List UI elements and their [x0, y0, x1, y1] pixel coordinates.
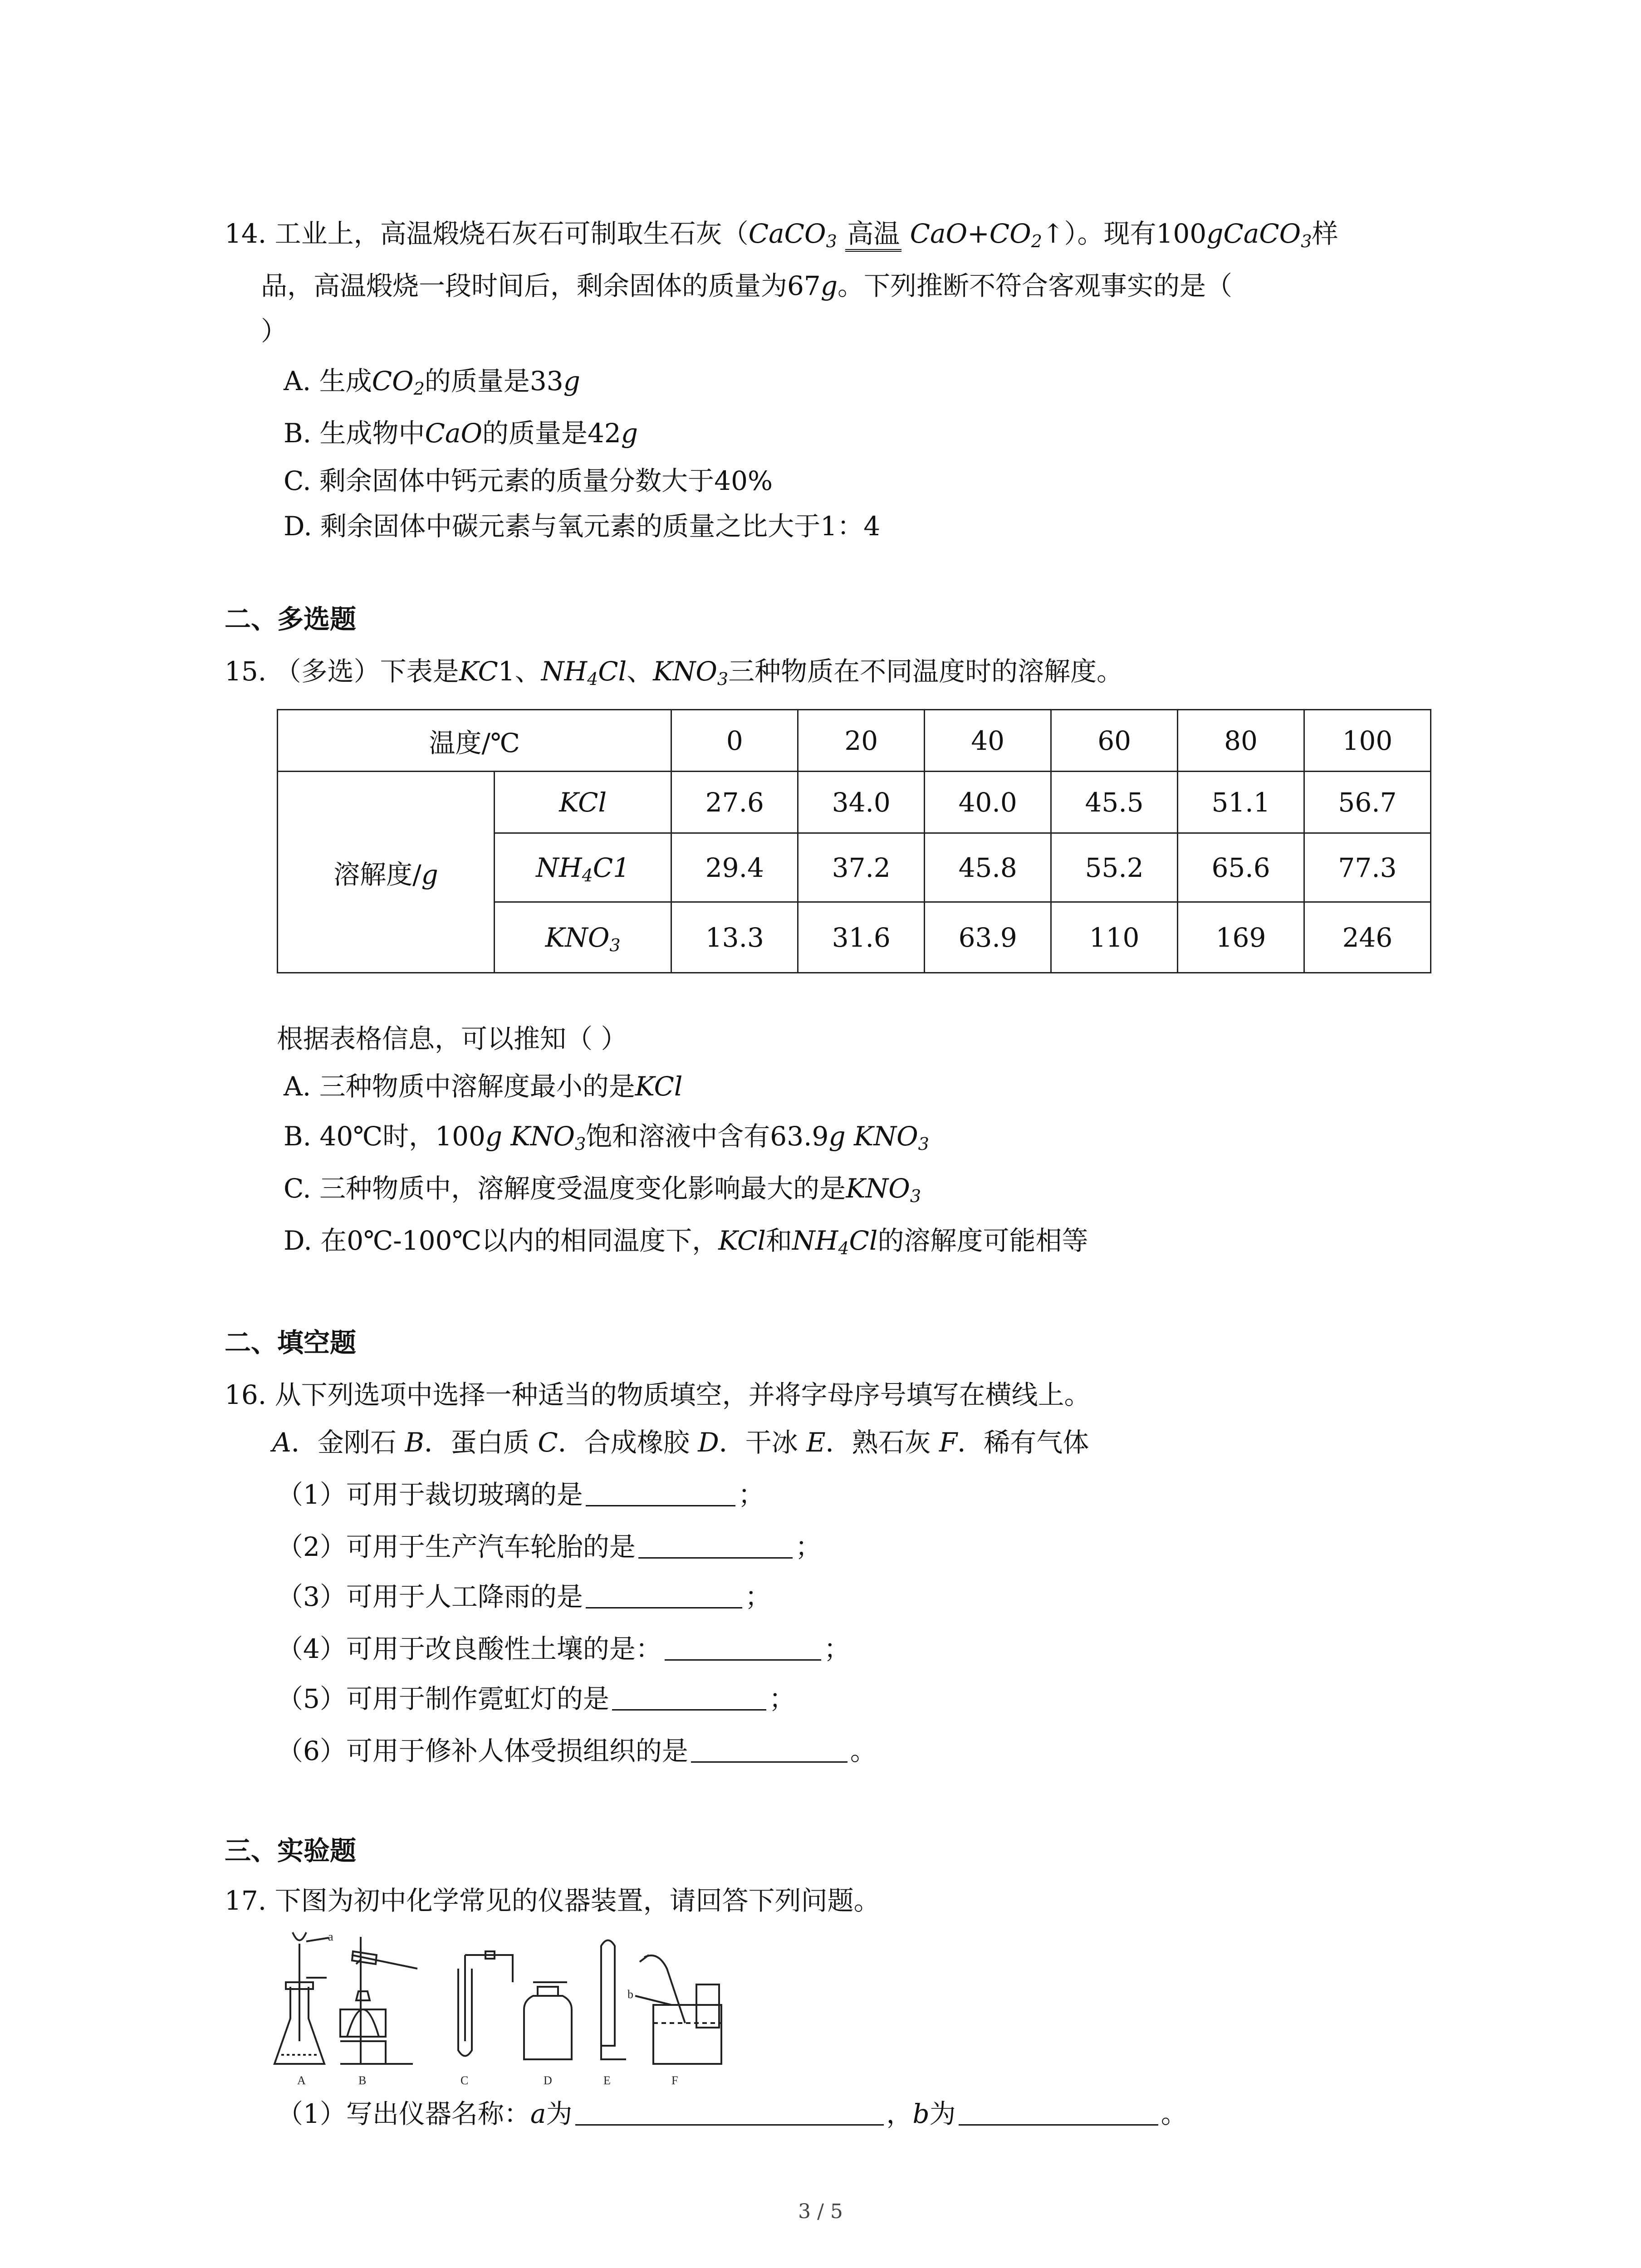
- q16-item-4: （4）可用于改良酸性土壤的是： ；: [277, 1633, 850, 1664]
- apparatus-label: B: [358, 2074, 367, 2087]
- q15-option-c: C. 三种物质中，溶解度受温度变化影响最大的是$KNO_3$: [284, 1173, 921, 1206]
- table-cell: 63.9: [925, 902, 1051, 973]
- apparatus-a-flask: [274, 1932, 329, 2064]
- q16-item-1: （1）可用于裁切玻璃的是 ；: [277, 1479, 764, 1510]
- table-header-cell: 0: [671, 710, 798, 772]
- table-cell: 65.6: [1178, 833, 1304, 902]
- q14-stem-line2: 品，高温煅烧一段时间后，剩余固体的质量为67g。下列推断不符合客观事实的是（: [261, 270, 1232, 301]
- q16-options: A．金刚石 B．蛋白质 C．合成橡胶 D．干冰 E．熟石灰 F．稀有气体: [272, 1427, 1089, 1458]
- solubility-table: [277, 709, 1431, 973]
- q16-item-6: （6）可用于修补人体受损组织的是 。: [277, 1735, 877, 1766]
- q17-sub-1: （1）写出仪器名称：a为 ，b为 。: [277, 2098, 1187, 2129]
- table-cell: 169: [1178, 902, 1304, 973]
- table-cell: 55.2: [1051, 833, 1178, 902]
- q16-item-3: （3）可用于人工降雨的是 ；: [277, 1581, 771, 1612]
- answer-blank[interactable]: [586, 1581, 742, 1608]
- section-heading-exp: 三、实验题: [225, 1835, 357, 1866]
- table-header-cell: 20: [798, 710, 925, 772]
- table-cell: 27.6: [671, 772, 798, 833]
- answer-blank-b[interactable]: [959, 2098, 1158, 2126]
- q14-option-b: B. 生成物中CaO的质量是42g: [284, 418, 638, 449]
- q15-option-a: A. 三种物质中溶解度最小的是KCl: [284, 1071, 683, 1102]
- apparatus-f-trough: [635, 1955, 721, 2064]
- table-row-label: 溶解度/g: [278, 772, 495, 973]
- reaction-condition: 高温: [845, 218, 901, 252]
- apparatus-d-gas-bottle: [524, 1982, 572, 2059]
- table-cell: 51.1: [1178, 772, 1304, 833]
- answer-blank-a[interactable]: [575, 2098, 884, 2126]
- lab-apparatus-figure: [272, 1928, 726, 2091]
- substance-kcl: KCl: [494, 772, 671, 833]
- table-cell: 31.6: [798, 902, 925, 973]
- q16-stem: 16. 从下列选项中选择一种适当的物质填空，并将字母序号填写在横线上。: [225, 1379, 1091, 1410]
- table-cell: 56.7: [1304, 772, 1430, 833]
- substance-kno3: $KNO_3$: [494, 902, 671, 973]
- table-cell: 37.2: [798, 833, 925, 902]
- table-cell: 29.4: [671, 833, 798, 902]
- q16-item-2: （2）可用于生产汽车轮胎的是 ；: [277, 1531, 822, 1562]
- table-header-temp: 温度/℃: [278, 710, 671, 772]
- apparatus-label: C: [460, 2074, 469, 2087]
- answer-blank[interactable]: [638, 1531, 793, 1559]
- section-heading-fill: 二、填空题: [225, 1327, 357, 1358]
- q16-item-5: （5）可用于制作霓虹灯的是 ；: [277, 1683, 795, 1714]
- q14-option-c: C. 剩余固体中钙元素的质量分数大于40%: [284, 465, 773, 496]
- answer-blank[interactable]: [665, 1633, 821, 1661]
- apparatus-label: F: [671, 2074, 678, 2087]
- table-cell: 45.8: [925, 833, 1051, 902]
- section-heading-multi: 二、多选题: [225, 604, 357, 635]
- q14-option-d: D. 剩余固体中碳元素与氧元素的质量之比大于1：4: [284, 511, 881, 542]
- apparatus-c-test-tube: [458, 1951, 513, 2056]
- table-header-cell: 60: [1051, 710, 1178, 772]
- apparatus-label: D: [544, 2074, 552, 2087]
- table-cell: 77.3: [1304, 833, 1430, 902]
- answer-blank[interactable]: [612, 1683, 766, 1711]
- answer-blank[interactable]: [586, 1479, 735, 1506]
- q15-option-b: B. 40℃时，100g $KNO_3$饱和溶液中含有63.9g $KNO_3$: [284, 1121, 929, 1154]
- q17-stem: 17. 下图为初中化学常见的仪器装置，请回答下列问题。: [225, 1885, 880, 1916]
- substance-nh4cl: $NH_4C1$: [494, 833, 671, 902]
- table-cell: 110: [1051, 902, 1178, 973]
- q15-prompt: 根据表格信息，可以推知（ ）: [277, 1023, 627, 1054]
- answer-blank[interactable]: [691, 1735, 847, 1763]
- apparatus-label: E: [603, 2074, 611, 2087]
- table-cell: 45.5: [1051, 772, 1178, 833]
- q14-stem-line3: ）: [261, 316, 288, 347]
- table-header-cell: 80: [1178, 710, 1304, 772]
- q14-stem-line1: 14. 工业上，高温煅烧石灰石可制取生石灰（CaCO$_3$ 高温 $CaO+CO_2↑$）。现有100gCaCO$_3$样: [225, 218, 1338, 251]
- table-cell: 246: [1304, 902, 1430, 973]
- apparatus-e-tube: [601, 1941, 626, 2060]
- apparatus-label: A: [297, 2074, 306, 2087]
- q15-stem: 15. （多选）下表是KC1、$NH_4Cl$、$KNO_3$三种物质在不同温度时的溶解度。: [225, 656, 1123, 689]
- table-cell: 34.0: [798, 772, 925, 833]
- q14-option-a: A. 生成$CO_2$的质量是33g: [284, 366, 580, 399]
- apparatus-b-heating: [340, 1937, 417, 2064]
- table-header-cell: 40: [925, 710, 1051, 772]
- page-number: 3 / 5: [798, 2200, 843, 2223]
- table-cell: 40.0: [925, 772, 1051, 833]
- table-cell: 13.3: [671, 902, 798, 973]
- q15-option-d: D. 在0℃-100℃以内的相同温度下，KCl和$NH_4Cl$的溶解度可能相等: [284, 1225, 1088, 1258]
- label-b: b: [627, 1988, 633, 2001]
- table-row: [278, 772, 1431, 833]
- table-header-cell: 100: [1304, 710, 1430, 772]
- label-a: a: [328, 1930, 333, 1943]
